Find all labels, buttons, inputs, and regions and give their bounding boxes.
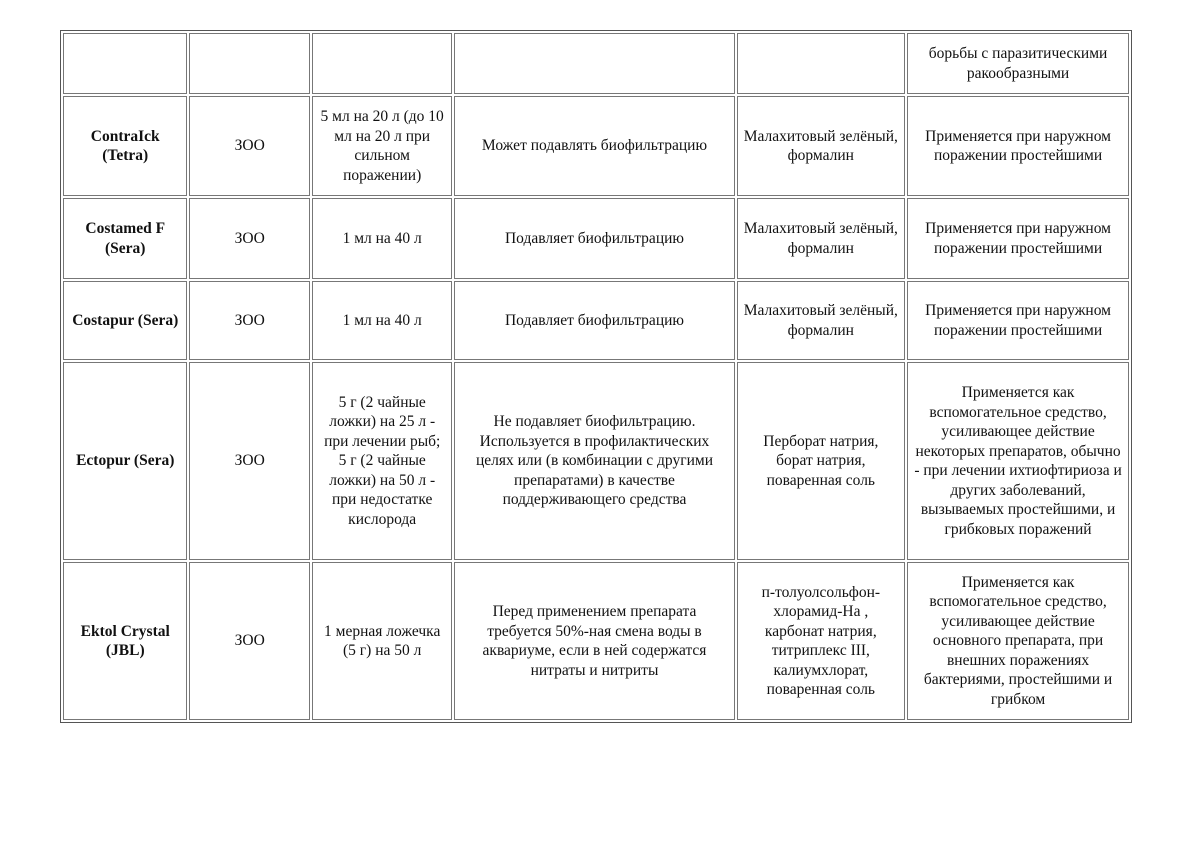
table-row <box>63 281 1129 360</box>
drug-name-cell: Ectopur (Sera) <box>63 362 187 560</box>
table-row <box>63 33 1129 94</box>
dose-cell: 5 г (2 чайные ложки) на 25 л - при лечении рыб; 5 г (2 чайные ложки) на 50 л - при недостатке кислорода <box>312 362 453 560</box>
table-row <box>63 362 1129 560</box>
drug-name-cell: ContraIck (Tetra) <box>63 96 187 196</box>
dose-cell: 5 мл на 20 л (до 10 мл на 20 л при сильном поражении) <box>312 96 453 196</box>
drug-name-cell: Ektol Crystal (JBL) <box>63 562 187 720</box>
group-cell: ЗОО <box>189 281 309 360</box>
effect-cell: Не подавляет биофильтрацию. Используется в профилактических целях или (в комбинации с другими препаратами) в качестве поддерживающего средства <box>454 362 734 560</box>
document-page <box>60 30 1132 723</box>
table-row <box>63 198 1129 279</box>
effect-cell: Подавляет биофильтрацию <box>454 198 734 279</box>
group-cell: ЗОО <box>189 362 309 560</box>
ingredients-cell: Перборат натрия, борат натрия, поваренная соль <box>737 362 906 560</box>
drug-name-cell: Costamed F (Sera) <box>63 198 187 279</box>
dose-cell: 1 мл на 40 л <box>312 281 453 360</box>
notes-cell: Применяется при наружном поражении простейшими <box>907 96 1129 196</box>
dose-cell: 1 мл на 40 л <box>312 198 453 279</box>
table-row <box>63 96 1129 196</box>
ingredients-cell: Малахитовый зелёный, формалин <box>737 96 906 196</box>
table-row <box>63 562 1129 720</box>
effect-cell <box>454 33 734 94</box>
dose-cell <box>312 33 453 94</box>
effect-cell: Может подавлять биофильтрацию <box>454 96 734 196</box>
notes-cell: борьбы с паразитическими ракообразными <box>907 33 1129 94</box>
group-cell: ЗОО <box>189 562 309 720</box>
dose-cell: 1 мерная ложечка (5 г) на 50 л <box>312 562 453 720</box>
group-cell: ЗОО <box>189 198 309 279</box>
ingredients-cell: п-толуолсольфон-хлорамид-На , карбонат натрия, титриплекс III, калиумхлорат, поваренная соль <box>737 562 906 720</box>
effect-cell: Перед применением препарата требуется 50%-ная смена воды в аквариуме, если в ней содержатся нитраты и нитриты <box>454 562 734 720</box>
ingredients-cell: Малахитовый зелёный, формалин <box>737 198 906 279</box>
notes-cell: Применяется как вспомогательное средство, усиливающее действие основного препарата, при внешних поражениях бактериями, простейшими и грибком <box>907 562 1129 720</box>
notes-cell: Применяется как вспомогательное средство, усиливающее действие некоторых препаратов, обычно - при лечении ихтиофтириоза и других заболеваний, вызываемых простейшими, и грибковых поражений <box>907 362 1129 560</box>
group-cell <box>189 33 309 94</box>
notes-cell: Применяется при наружном поражении простейшими <box>907 198 1129 279</box>
drug-table <box>60 30 1132 723</box>
drug-name-cell: Costapur (Sera) <box>63 281 187 360</box>
drug-name-cell <box>63 33 187 94</box>
ingredients-cell: Малахитовый зелёный, формалин <box>737 281 906 360</box>
notes-cell: Применяется при наружном поражении простейшими <box>907 281 1129 360</box>
ingredients-cell <box>737 33 906 94</box>
effect-cell: Подавляет биофильтрацию <box>454 281 734 360</box>
group-cell: ЗОО <box>189 96 309 196</box>
